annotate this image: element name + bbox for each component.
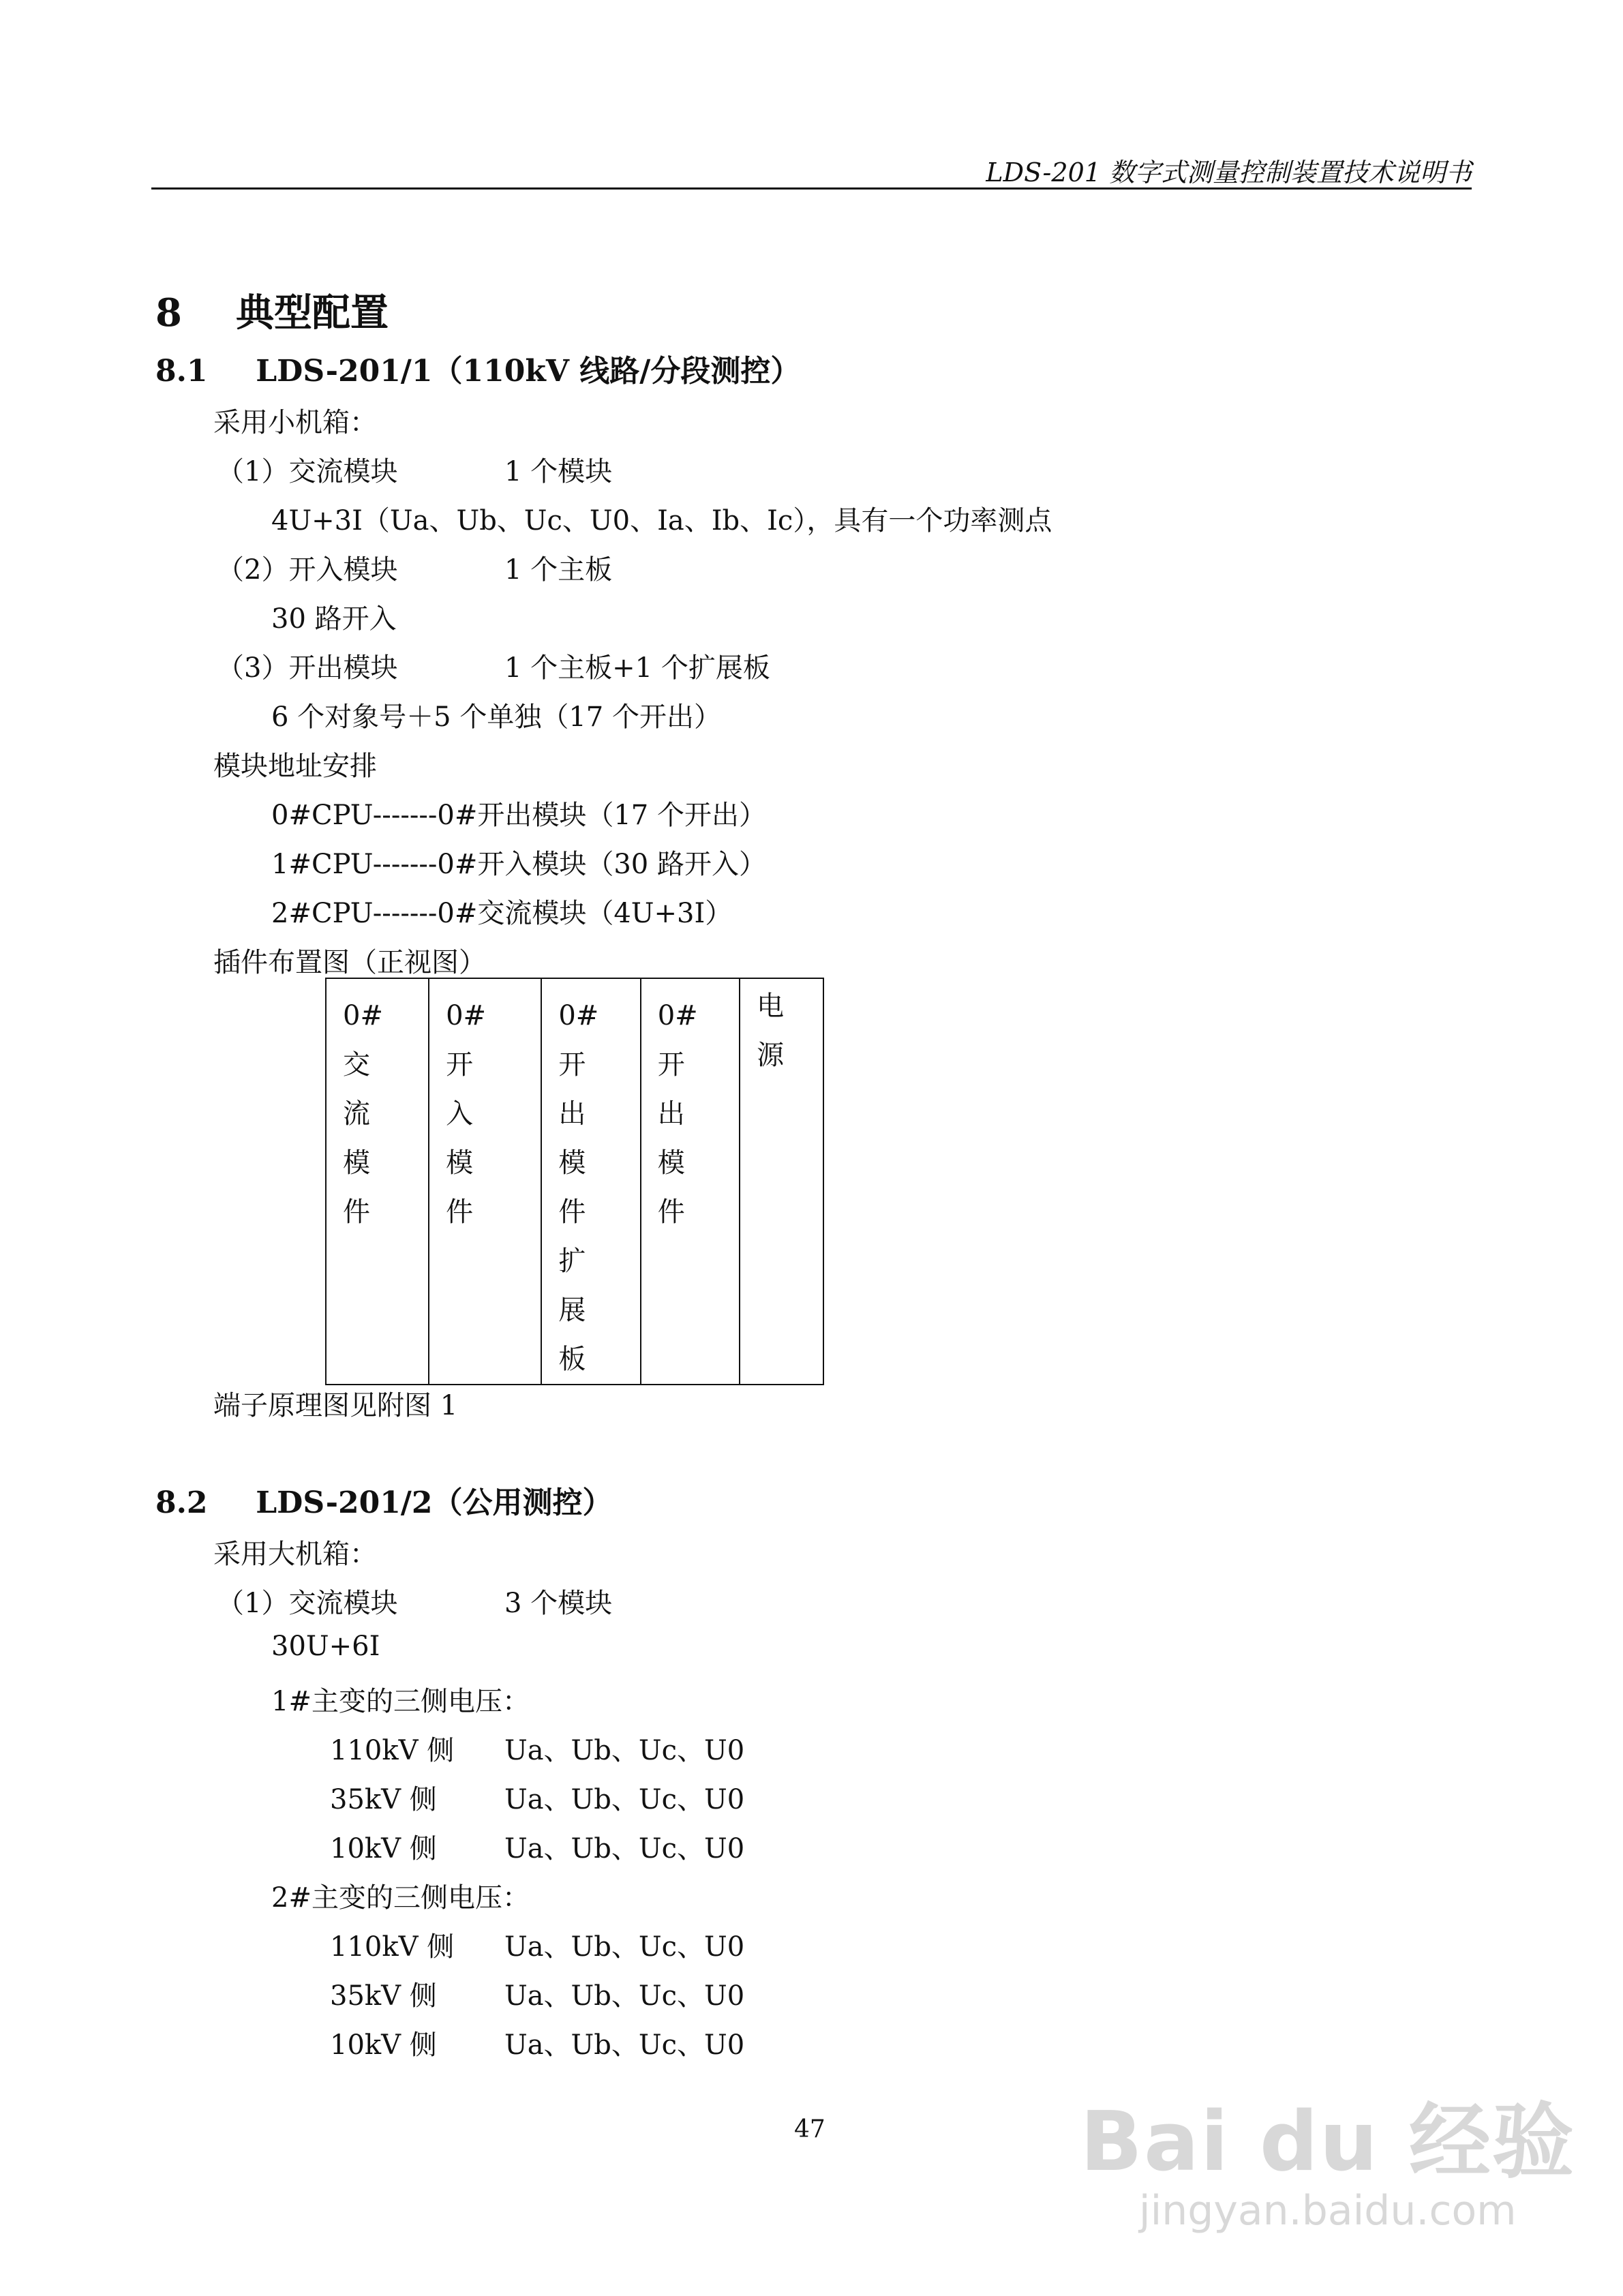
module-2-count: 1 个主板	[504, 554, 613, 586]
module-1-desc: 4U+3I（Ua、Ub、Uc、U0、Ia、Ib、Ic），具有一个功率测点	[271, 505, 1052, 537]
chapter-number: 8	[155, 290, 182, 335]
running-header: LDS-201 数字式测量控制装置技术说明书	[986, 157, 1472, 187]
voltage-values: Ua、Ub、Uc、U0	[504, 1980, 745, 2012]
voltage-side: 110kV 侧	[330, 1931, 455, 1963]
voltage-side: 35kV 侧	[330, 1980, 437, 2012]
voltage-values: Ua、Ub、Uc、U0	[504, 1833, 745, 1864]
voltage-values: Ua、Ub、Uc、U0	[504, 2029, 745, 2061]
watermark-brand: Bai du 经验	[1080, 2095, 1575, 2190]
module-1-count: 1 个模块	[504, 456, 613, 487]
watermark-url: jingyan.baidu.com	[1138, 2187, 1517, 2235]
slot-power: 电 源	[740, 978, 823, 1385]
watermark	[1080, 2076, 1575, 2235]
voltage-side: 35kV 侧	[330, 1784, 437, 1815]
footnote: 端子原理图见附图 1	[213, 1390, 458, 1421]
transformer-2-title: 2#主变的三侧电压：	[271, 1882, 530, 1914]
voltage-values: Ua、Ub、Uc、U0	[504, 1735, 745, 1766]
header-rule	[151, 187, 1472, 190]
voltage-side: 10kV 侧	[330, 2029, 437, 2061]
module-1-label: （1）交流模块	[217, 456, 398, 487]
chassis-line: 采用小机箱：	[213, 407, 377, 438]
slot-layout-table	[325, 978, 824, 1385]
page-number: 47	[794, 2115, 825, 2143]
section-title: LDS-201/1（110kV 线路/分段测控）	[256, 354, 801, 389]
section-8-2-heading	[155, 1478, 613, 1522]
chapter-heading	[155, 283, 389, 337]
module-3-count: 1 个主板+1 个扩展板	[504, 652, 770, 684]
module-3-desc: 6 个对象号＋5 个单独（17 个开出）	[271, 701, 721, 733]
section-8-1-heading	[155, 346, 800, 390]
address-line: 0#CPU-------0#开出模块（17 个开出）	[271, 800, 766, 831]
voltage-values: Ua、Ub、Uc、U0	[504, 1931, 745, 1963]
section-number: 8.2	[155, 1485, 208, 1520]
voltage-side: 110kV 侧	[330, 1735, 455, 1766]
slot-ac-module: 0# 交 流 模 件	[326, 978, 429, 1385]
address-line: 1#CPU-------0#开入模块（30 路开入）	[271, 849, 766, 880]
module-1-count: 3 个模块	[504, 1588, 613, 1619]
address-title: 模块地址安排	[213, 751, 377, 782]
module-2-desc: 30 路开入	[271, 603, 397, 635]
section-number: 8.1	[155, 354, 208, 389]
chassis-line: 采用大机箱：	[213, 1539, 377, 1570]
transformer-1-title: 1#主变的三侧电压：	[271, 1686, 530, 1717]
voltage-side: 10kV 侧	[330, 1833, 437, 1864]
layout-title: 插件布置图（正视图）	[213, 947, 486, 978]
slot-output-expansion: 0# 开 出 模 件 扩 展 板	[541, 978, 640, 1385]
module-1-label: （1）交流模块	[217, 1588, 398, 1619]
voltage-values: Ua、Ub、Uc、U0	[504, 1784, 745, 1815]
chapter-title: 典型配置	[235, 290, 389, 335]
slot-input-module: 0# 开 入 模 件	[429, 978, 541, 1385]
module-2-label: （2）开入模块	[217, 554, 398, 586]
slot-output-module: 0# 开 出 模 件	[641, 978, 740, 1385]
module-3-label: （3）开出模块	[217, 652, 398, 684]
section-title: LDS-201/2（公用测控）	[256, 1485, 613, 1520]
module-1-desc: 30U+6I	[271, 1631, 380, 1662]
address-line: 2#CPU-------0#交流模块（4U+3I）	[271, 898, 733, 929]
